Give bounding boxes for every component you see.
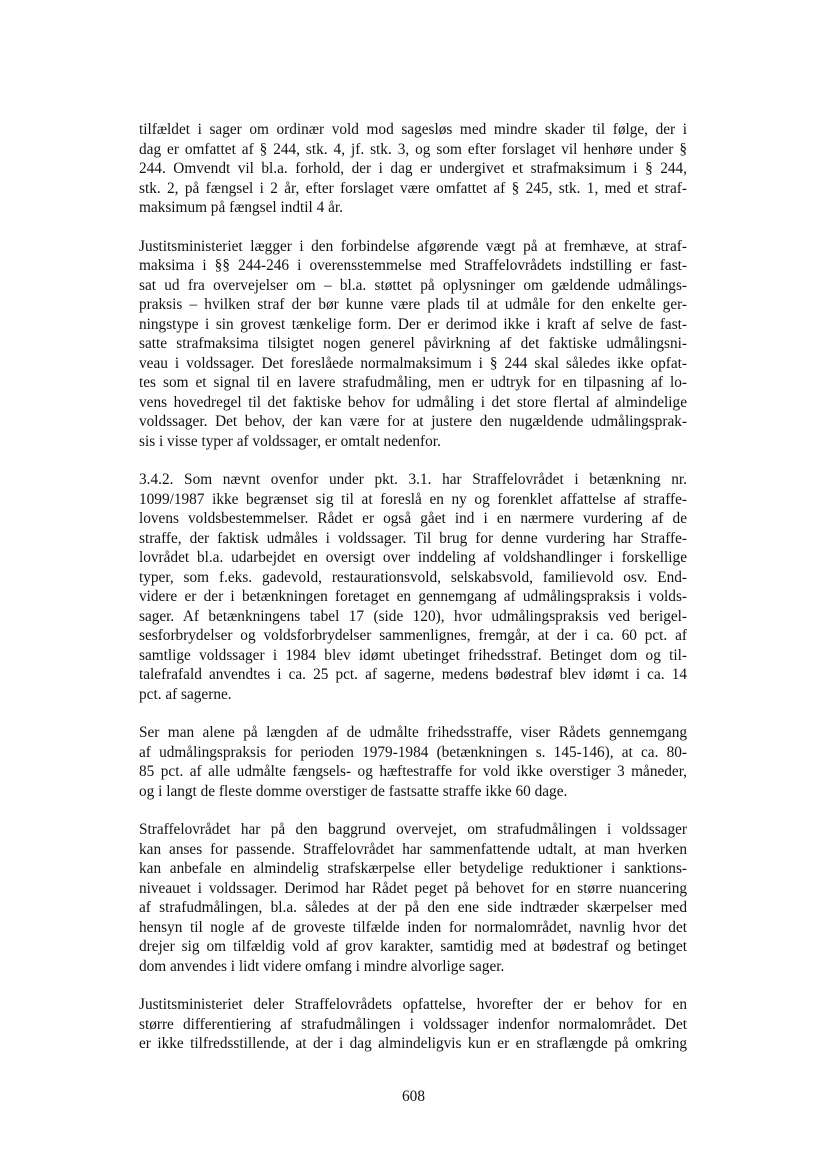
paragraph [139, 723, 687, 801]
text-line: tilfældet i sager om ordinær vold mod sagesløs med mindre skader til følge, der i [139, 121, 687, 138]
text-line: stk. 2, på fængsel i 2 år, efter forslaget være omfattet af § 245, stk. 1, med et straf- [139, 179, 687, 197]
text-line: Justitsministeriet lægger i den forbindelse afgørende vægt på at fremhæve, at straf- [139, 237, 687, 255]
paragraph [139, 820, 687, 976]
text-line: maksimum på fængsel indtil 4 år. [139, 199, 343, 216]
text-line: maksima i §§ 244-246 i overensstemmelse med Straffelovrådets indstilling er fast- [139, 257, 687, 274]
body-text [139, 120, 687, 1073]
text-line: sesforbrydelser og voldsforbrydelser sammenlignes, fremgår, at der i ca. 60 pct. af [139, 627, 687, 644]
text-line: kan anses for passende. Straffelovrådet har sammenfattende udtalt, at man hverken [139, 840, 687, 858]
text-line: vens hovedregel til det faktiske behov for udmåling i det store flertal af almindelige [139, 393, 687, 411]
text-line: straffe, der faktisk udmåles i voldssager. Til brug for denne vurdering har Straffe- [139, 529, 687, 547]
text-line: 85 pct. af alle udmålte fængsels- og hæftestraffe for vold ikke overstiger 3 måneder, [139, 763, 687, 780]
paragraph [139, 995, 687, 1054]
paragraph [139, 120, 687, 218]
page-number: 608 [402, 1088, 425, 1105]
text-line: Straffelovrådet har på den baggrund overvejet, om strafudmålingen i voldssager [139, 821, 687, 838]
text-line: 244. Omvendt vil bl.a. forhold, der i dag er undergivet et strafmaksimum i § 244, [139, 160, 687, 177]
text-line: Justitsministeriet deler Straffelovrådets opfattelse, hvorefter der er behov for en [139, 996, 687, 1013]
text-line: praksis – hvilken straf der bør kunne være plads til at udmåle for den enkelte ger- [139, 296, 687, 313]
paragraph [139, 470, 687, 704]
text-line: veau i voldssager. Det foreslåede normalmaksimum i § 244 skal således ikke opfat- [139, 354, 687, 372]
text-line: kan anbefale en almindelig strafskærpelse eller betydelige reduktioner i sanktions- [139, 860, 687, 877]
text-line: lovens voldsbestemmelser. Rådet er også gået ind i en nærmere vurdering af de [139, 510, 687, 527]
text-line: af udmålingspraksis for perioden 1979-1984 (betænkningen s. 145-146), at ca. 80- [139, 743, 687, 761]
text-line: ningstype i sin grovest tænkelige form. Der er derimod ikke i kraft af selve de fast- [139, 315, 687, 333]
text-line: dom anvendes i lidt videre omfang i mindre alvorlige sager. [139, 957, 505, 975]
text-line: samtlige voldssager i 1984 blev idømt ubetinget frihedsstraf. Betinget dom og til- [139, 646, 687, 664]
text-line: voldssager. Det behov, der kan være for at justere den nugældende udmålingsprak- [139, 413, 687, 430]
text-line: er ikke tilfredsstillende, at der i dag almindeligvis kun er en straflængde på omkring [139, 1035, 687, 1052]
text-line: drejer sig om tilfældig vold af grov karakter, samtidig med at bødestraf og betinget [139, 938, 687, 955]
text-line: sis i visse typer af voldssager, er omtalt nedenfor. [139, 432, 441, 450]
paragraph [139, 237, 687, 452]
text-line: sat ud fra overvejelser om – bl.a. støttet på oplysninger om gældende udmålings- [139, 276, 687, 294]
text-line: sager. Af betænkningens tabel 17 (side 120), hvor udmålingspraksis ved berigel- [139, 607, 687, 625]
text-line: videre er der i betænkningen foretaget en gennemgang af udmålingspraksis i volds- [139, 588, 687, 605]
text-line: hensyn til nogle af de groveste tilfælde inden for normalområdet, navnlig hvor det [139, 918, 687, 936]
text-line: og i langt de fleste domme overstiger de fastsatte straffe ikke 60 dage. [139, 782, 568, 800]
text-line: pct. af sagerne. [139, 685, 232, 703]
text-line: satte strafmaksima tilsigtet nogen generel påvirkning af det faktiske udmålingsni- [139, 335, 687, 352]
text-line: dag er omfattet af § 244, stk. 4, jf. stk. 3, og som efter forslaget vil henhøre under § [139, 140, 687, 158]
text-line: lovrådet bl.a. udarbejdet en oversigt over inddeling af voldshandlinger i forskellige [139, 549, 687, 566]
text-line: tes som et signal til en lavere strafudmåling, men er udtryk for en tilpasning af lo- [139, 374, 687, 391]
text-line: typer, som f.eks. gadevold, restaurationsvold, selskabsvold, familievold osv. End- [139, 568, 687, 586]
text-line: talefrafald anvendtes i ca. 25 pct. af sagerne, medens bødestraf blev idømt i ca. 14 [139, 666, 687, 683]
text-line: større differentiering af strafudmålingen i voldssager indenfor normalområdet. Det [139, 1015, 687, 1033]
text-line: 3.4.2. Som nævnt ovenfor under pkt. 3.1. har Straffelovrådet i betænkning nr. [139, 471, 687, 488]
text-line: niveauet i voldssager. Derimod har Rådet peget på behovet for en større nuancering [139, 879, 687, 897]
text-line: 1099/1987 ikke begrænset sig til at foreslå en ny og forenklet affattelse af straffe- [139, 490, 687, 508]
text-line: Ser man alene på længden af de udmålte frihedsstraffe, viser Rådets gennemgang [139, 724, 687, 741]
text-line: af strafudmålingen, bl.a. således at der på den ene side indtræder skærpelser med [139, 899, 687, 916]
